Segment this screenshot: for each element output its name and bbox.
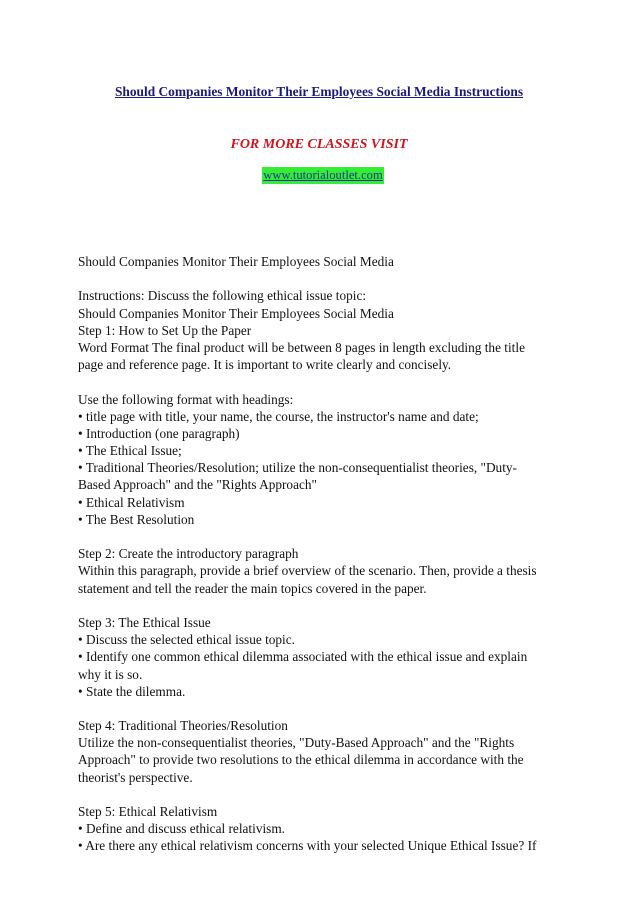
body-line: page and reference page. It is important to write clearly and concisely.	[78, 357, 452, 373]
body-line: statement and tell the reader the main topics covered in the paper.	[78, 580, 427, 596]
document-title: Should Companies Monitor Their Employees Social Media Instructions	[114, 84, 524, 99]
body-text	[78, 253, 568, 855]
body-line: • Traditional Theories/Resolution; utilize the non-consequentialist theories, "Duty-	[78, 460, 517, 476]
body-line: • The Best Resolution	[78, 511, 195, 527]
paragraph-gap	[78, 528, 568, 545]
body-line: • State the dilemma.	[78, 683, 186, 699]
body-line: • The Ethical Issue;	[78, 443, 182, 459]
paragraph-gap	[78, 597, 568, 614]
body-line: • Identify one common ethical dilemma associated with the ethical issue and explain	[78, 649, 528, 665]
website-line	[0, 167, 638, 184]
body-line: Utilize the non-consequentialist theories, "Duty-Based Approach" and the "Rights	[78, 735, 515, 751]
paragraph-gap	[78, 700, 568, 717]
promo-heading: FOR MORE CLASSES VISIT	[230, 137, 408, 152]
body-line: Approach" to provide two resolutions to the ethical dilemma in accordance with the	[78, 752, 524, 768]
body-line: Use the following format with headings:	[78, 391, 294, 407]
paragraph-gap	[78, 373, 568, 390]
body-line: Step 1: How to Set Up the Paper	[78, 322, 252, 338]
body-line: • Discuss the selected ethical issue topic.	[78, 632, 295, 648]
body-line: • Are there any ethical relativism concerns with your selected Unique Ethical Issue? If	[78, 838, 537, 854]
body-line: • Ethical Relativism	[78, 494, 185, 510]
body-line: • Define and discuss ethical relativism.	[78, 821, 286, 837]
body-line: Should Companies Monitor Their Employees Social Media	[78, 305, 394, 321]
body-line: Step 2: Create the introductory paragraph	[78, 546, 299, 562]
body-line: why it is so.	[78, 666, 143, 682]
website-link[interactable]: www.tutorialoutlet.com	[263, 168, 383, 182]
body-line: Step 3: The Ethical Issue	[78, 614, 211, 630]
body-line: Instructions: Discuss the following ethical issue topic:	[78, 288, 367, 304]
paragraph-gap	[78, 270, 568, 287]
body-line: Step 4: Traditional Theories/Resolution	[78, 718, 288, 734]
body-line: Should Companies Monitor Their Employees Social Media	[78, 254, 394, 269]
body-line: Based Approach" and the "Rights Approach"	[78, 477, 317, 493]
body-line: Word Format The final product will be between 8 pages in length excluding the title	[78, 339, 525, 355]
body-line: Step 5: Ethical Relativism	[78, 804, 218, 819]
paragraph-gap	[78, 786, 568, 803]
body-line: • Introduction (one paragraph)	[78, 425, 240, 441]
body-line: • title page with title, your name, the course, the instructor's name and date;	[78, 408, 479, 424]
body-line: Within this paragraph, provide a brief overview of the scenario. Then, provide a thesis	[78, 563, 537, 579]
body-line: theorist's perspective.	[78, 769, 193, 785]
